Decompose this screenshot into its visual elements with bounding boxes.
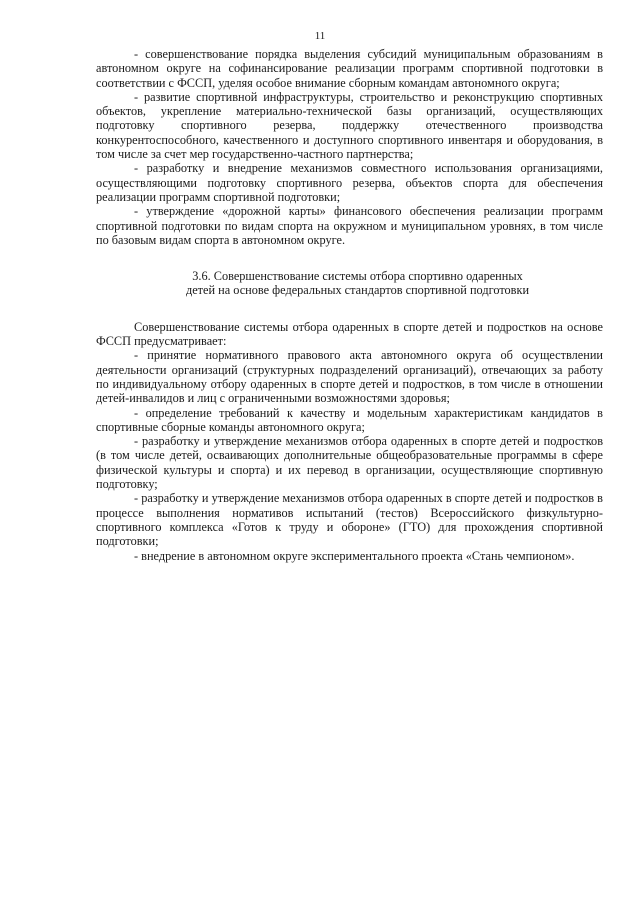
section-paragraph: - определение требований к качеству и модельным характеристикам кандидатов в спортивные сборные команды автономного округа; [96, 405, 603, 434]
section-heading [96, 269, 603, 298]
document-body [96, 47, 603, 563]
intro-paragraph: - разработку и внедрение механизмов совместного использования организациями, осуществляющими подготовку спортивного резерва, объектов спорта для обеспечения реализации программ спортивной подготовки; [96, 161, 603, 204]
section-heading-line-1: 3.6. Совершенствование системы отбора спортивно одаренных [192, 269, 523, 284]
intro-paragraph: - развитие спортивной инфраструктуры, строительство и реконструкцию спортивных объектов, укрепление материально-технической базы организаций, осуществляющих подготовку спортивного резерва, поддержку отечественного производства конкурентоспособного, качественного и доступного спортивного инвентаря и оборудования, в том числе за счет мер государственно-частного партнерства; [96, 89, 603, 162]
section-paragraph: - разработку и утверждение механизмов отбора одаренных в спорте детей и подростков (в том числе детей, осваивающих дополнительные общеобразовательные программы в сфере физической культуры и спорта) и их перевод в организации, осуществляющие спортивную подготовку; [96, 434, 603, 492]
section-paragraph: Совершенствование системы отбора одаренных в спорте детей и подростков на основе ФССП предусматривает: [96, 319, 603, 349]
section-heading-line-2: детей на основе федеральных стандартов спортивной подготовки [185, 283, 530, 298]
intro-paragraph: - совершенствование порядка выделения субсидий муниципальным образованиям в автономном округе на софинансирование реализации программ спортивной подготовки в соответствии с ФССП, уделяя особое внимание сборным командам автономного округа; [96, 47, 603, 90]
intro-paragraph: - утверждение «дорожной карты» финансового обеспечения реализации программ спортивной подготовки по видам спорта на окружном и муниципальном уровнях, в том числе по базовым видам спорта в автономном округе. [96, 204, 603, 247]
spacer [96, 247, 603, 269]
spacer [96, 298, 603, 320]
section-paragraph: - внедрение в автономном округе экспериментального проекта «Стань чемпионом». [134, 548, 575, 563]
section-paragraph: - принятие нормативного правового акта автономного округа об осуществлении деятельности организаций (структурных подразделений организаций), отвечающих за работу по индивидуальному отбору одаренных в спорте детей и подростков, в том числе в отношении детей-инвалидов и лиц с ограниченными возможностями здоровья; [96, 348, 603, 406]
section-paragraph: - разработку и утверждение механизмов отбора одаренных в спорте детей и подростков в процессе выполнения нормативов испытаний (тестов) Всероссийского физкультурно-спортивного комплекса «Готов к труду и обороне» (ГТО) для прохождения спортивной подготовки; [96, 491, 603, 549]
page-number: 11 [314, 30, 326, 42]
